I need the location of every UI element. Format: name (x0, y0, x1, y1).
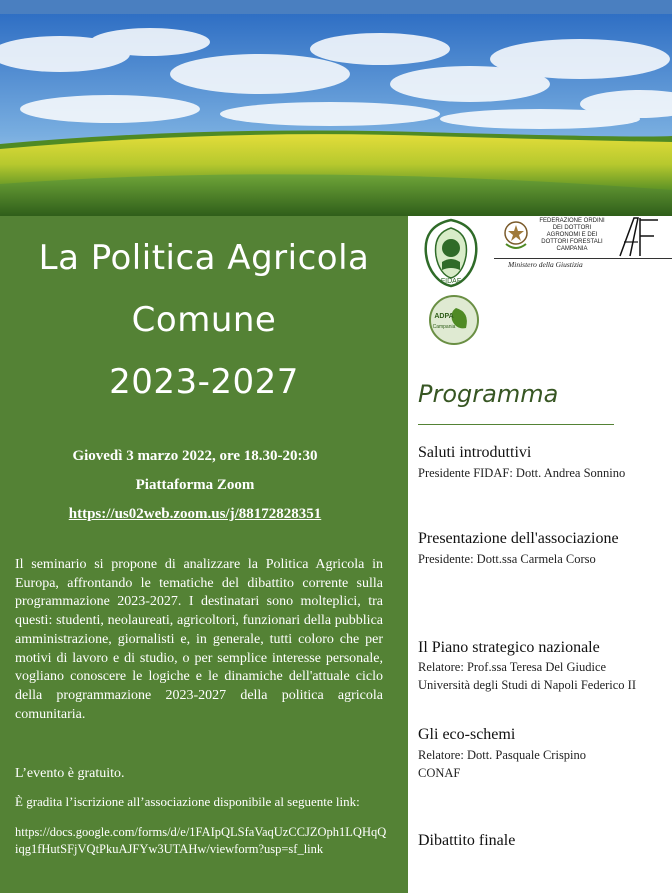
title-line-3: 2023-2027 (109, 362, 299, 402)
program-item-title: Saluti introduttivi (418, 444, 532, 461)
fidaf-logo (420, 218, 482, 293)
event-date-time: Giovedì 3 marzo 2022, ore 18.30-20:30 (72, 448, 318, 464)
hero-landscape-image (0, 14, 672, 216)
program-item-speaker: Presidente FIDAF: Dott. Andrea Sonnino (418, 466, 626, 480)
program-item-title: Presentazione dell'associazione (418, 530, 619, 547)
republic-emblem-icon (502, 218, 530, 252)
programma-underline (418, 424, 614, 425)
svg-text:FIDAF: FIDAF (440, 278, 462, 285)
event-info-panel (0, 216, 408, 893)
program-item-speaker: Presidente: Dott.ssa Carmela Corso (418, 552, 596, 566)
program-item-title: Gli eco-schemi (418, 726, 516, 743)
programma-heading: Programma (418, 380, 559, 408)
adpa-logo (426, 294, 482, 351)
federazione-logo-block (494, 216, 672, 272)
program-item-affiliation: CONAF (418, 766, 461, 780)
seminar-description: Il seminario si propone di analizzare la Politica Agricola in Europa, affrontando le tematiche del dibattito corrente sulla programmazione 2023-2027. I destinatari sono molteplici, tra questi: studenti, neolaureati, agricoltori, funzionari della pubblica amministrazione, giornalisti e, in generale, tutti coloro che per motivi di lavoro e di studio, o per semplice interesse personale, vogliano conoscere le logiche e le dinamiche dell'attuale ciclo della programmazione 2023-2027 della politica agricola comunitaria. (15, 557, 383, 722)
program-panel (408, 216, 672, 893)
federazione-rule (494, 258, 672, 259)
event-platform: Piattaforma Zoom (135, 477, 255, 493)
title-line-2: Comune (131, 300, 277, 340)
signup-form-link[interactable]: https://docs.google.com/forms/d/e/1FAIpQLSfaVaqUzCCJZOph1LQHqQiqg1fHutSFjVQtPkuAJFYw3UTAHw/viewform?usp=sf_link (15, 825, 387, 856)
program-item-title: Il Piano strategico nazionale (418, 639, 600, 656)
zoom-link[interactable]: https://us02web.zoom.us/j/88172828351 (68, 506, 322, 522)
program-item-title: Dibattito finale (418, 832, 516, 849)
program-item-speaker: Relatore: Prof.ssa Teresa Del Giudice (418, 660, 607, 674)
free-event-note: L’evento è gratuito. (15, 766, 125, 781)
svg-text:Campania: Campania (432, 324, 456, 330)
signup-note: È gradita l’iscrizione all’associazione disponibile al seguente link: (15, 794, 360, 809)
title-line-1: La Politica Agricola (38, 238, 370, 278)
svg-text:ADPA: ADPA (434, 313, 454, 320)
federazione-name: FEDERAZIONE ORDINI DEI DOTTORI AGRONOMI E DEI DOTTORI FORESTALI CAMPANIA (539, 218, 605, 252)
program-item-affiliation: Università degli Studi di Napoli Federico II (418, 678, 637, 692)
program-item-speaker: Relatore: Dott. Pasquale Crispino (418, 748, 587, 762)
ministero-label: Ministero della Giustizia (508, 260, 583, 269)
top-color-bar (0, 0, 672, 14)
af-monogram-icon (616, 216, 660, 258)
